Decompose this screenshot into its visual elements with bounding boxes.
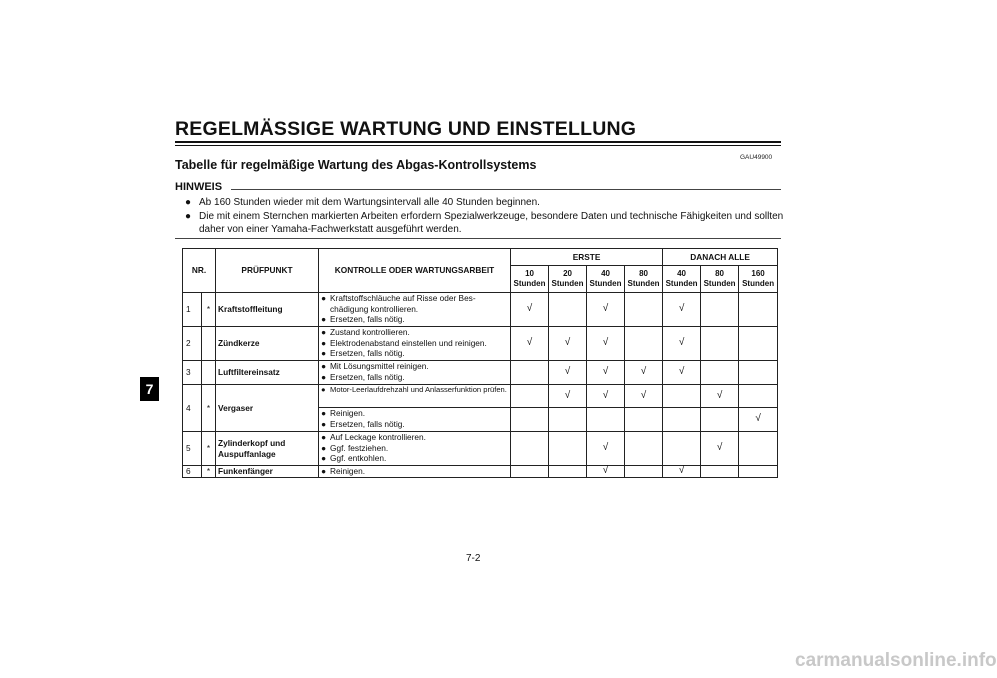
interval-header: [549, 266, 587, 293]
check-mark: √: [587, 361, 625, 385]
work-description: [319, 432, 511, 466]
note-text: Die mit einem Sternchen markierten Arbeiten erfordern Spezialwerkzeuge, besondere Daten und technische Fähigkeiten und sollten daher von einer Yamaha-Fachwerkstatt ausgeführt werden.: [199, 211, 784, 235]
watermark: carmanualsonline.info: [795, 650, 997, 671]
empty-cell: [701, 361, 739, 385]
bullet-icon: ●: [321, 361, 327, 371]
table-header-row: [183, 249, 778, 266]
chapter-tab: 7: [140, 377, 159, 401]
bullet-icon: ●: [321, 453, 327, 463]
interval-unit: Stunden: [627, 279, 660, 288]
empty-cell: [511, 361, 549, 385]
work-text: Kraftstoffschläuche auf Risse oder Bes-chädigung kontrollieren.: [330, 293, 476, 314]
title-rule: [175, 141, 781, 143]
bullet-icon: ●: [185, 197, 192, 208]
check-mark: √: [511, 327, 549, 361]
bullet-icon: ●: [321, 432, 327, 442]
work-description: [319, 466, 511, 478]
work-text: Ersetzen, falls nötig.: [330, 348, 405, 358]
interval-value: 160: [751, 269, 765, 278]
check-mark: √: [663, 361, 701, 385]
empty-cell: [739, 293, 778, 327]
interval-value: 40: [601, 269, 610, 278]
check-mark: √: [701, 432, 739, 466]
check-mark: √: [549, 361, 587, 385]
header-kontrolle: KONTROLLE ODER WARTUNGSARBEIT: [319, 249, 511, 293]
empty-cell: [739, 466, 778, 478]
work-text: Elektrodenabstand einstellen und reinigen.: [330, 337, 487, 348]
bullet-icon: ●: [321, 385, 326, 394]
interval-unit: Stunden: [589, 279, 622, 288]
bullet-icon: ●: [321, 314, 327, 324]
bullet-icon: ●: [321, 371, 327, 382]
interval-header: [625, 266, 663, 293]
header-danach: DANACH ALLE: [663, 249, 778, 266]
interval-value: 40: [677, 269, 687, 278]
empty-cell: [625, 408, 663, 432]
page-number: 7-2: [466, 553, 481, 564]
work-text: Ersetzen, falls nötig.: [330, 371, 405, 382]
interval-value: 80: [639, 269, 648, 278]
interval-value: 10: [525, 269, 534, 278]
bullet-icon: ●: [321, 348, 327, 358]
maintenance-table: [182, 248, 778, 478]
work-description: [319, 293, 511, 327]
check-mark: √: [587, 293, 625, 327]
table-row: [183, 432, 778, 466]
row-number: 5: [183, 432, 202, 466]
header-pruefpunkt: PRÜFPUNKT: [216, 249, 319, 293]
note-rule: [231, 189, 781, 190]
table-row: [183, 466, 778, 478]
check-mark: √: [549, 327, 587, 361]
empty-cell: [587, 408, 625, 432]
work-text: Motor-Leerlaufdrehzahl und Anlasserfunktion prüfen.: [330, 385, 507, 394]
special-tool-marker: *: [202, 432, 216, 466]
interval-value: 80: [715, 269, 725, 278]
check-mark: √: [587, 327, 625, 361]
interval-header: [511, 266, 549, 293]
check-item-name: Funkenfänger: [216, 466, 319, 478]
interval-header: [739, 266, 778, 293]
empty-cell: [701, 408, 739, 432]
work-description: [319, 408, 511, 432]
empty-cell: [549, 432, 587, 466]
empty-cell: [511, 385, 549, 408]
interval-unit: Stunden: [703, 279, 736, 288]
row-number: 3: [183, 361, 202, 385]
work-description: [319, 361, 511, 385]
table-row: [183, 327, 778, 361]
check-mark: √: [587, 432, 625, 466]
empty-cell: [625, 432, 663, 466]
check-item-name: Kraftstoffleitung: [216, 293, 319, 327]
check-item-name: Vergaser: [216, 385, 319, 432]
table-row: [183, 385, 778, 408]
check-item-name: Zündkerze: [216, 327, 319, 361]
bullet-icon: ●: [321, 418, 327, 429]
empty-cell: [701, 293, 739, 327]
note-end-rule: [175, 238, 781, 239]
check-mark: √: [511, 293, 549, 327]
special-tool-marker: [202, 327, 216, 361]
interval-header: [663, 266, 701, 293]
row-number: 6: [183, 466, 202, 478]
check-mark: √: [701, 385, 739, 408]
bullet-icon: ●: [321, 408, 327, 418]
empty-cell: [739, 361, 778, 385]
empty-cell: [663, 385, 701, 408]
title-rule-thin: [175, 145, 781, 146]
empty-cell: [511, 432, 549, 466]
note-heading: HINWEIS: [175, 181, 223, 193]
work-text: Auf Leckage kontrollieren.: [330, 432, 426, 442]
empty-cell: [663, 432, 701, 466]
empty-cell: [625, 293, 663, 327]
bullet-icon: ●: [321, 337, 327, 348]
row-number: 4: [183, 385, 202, 432]
check-mark: √: [663, 466, 701, 478]
interval-unit: Stunden: [742, 279, 775, 288]
empty-cell: [625, 327, 663, 361]
bullet-icon: ●: [321, 327, 327, 337]
interval-unit: Stunden: [551, 279, 584, 288]
empty-cell: [511, 408, 549, 432]
bullet-icon: ●: [321, 466, 327, 476]
work-text: Reinigen.: [330, 408, 366, 418]
work-text: Ersetzen, falls nötig.: [330, 314, 405, 324]
empty-cell: [549, 293, 587, 327]
special-tool-marker: *: [202, 466, 216, 478]
header-nr: NR.: [183, 249, 216, 293]
check-item-name: Zylinderkopf und Auspuffanlage: [216, 432, 319, 466]
empty-cell: [739, 327, 778, 361]
interval-unit: Stunden: [665, 279, 698, 288]
empty-cell: [625, 466, 663, 478]
work-text: Reinigen.: [330, 466, 366, 476]
bullet-icon: ●: [185, 211, 192, 222]
empty-cell: [511, 466, 549, 478]
check-mark: √: [587, 385, 625, 408]
special-tool-marker: *: [202, 385, 216, 432]
empty-cell: [549, 466, 587, 478]
page-title: REGELMÄSSIGE WARTUNG UND EINSTELLUNG: [175, 118, 637, 140]
check-mark: √: [663, 293, 701, 327]
check-mark: √: [625, 385, 663, 408]
check-mark: √: [625, 361, 663, 385]
special-tool-marker: *: [202, 293, 216, 327]
empty-cell: [663, 408, 701, 432]
work-description: [319, 385, 511, 408]
interval-header: [587, 266, 625, 293]
empty-cell: [739, 385, 778, 408]
work-text: Ggf. festziehen.: [330, 442, 389, 453]
empty-cell: [739, 432, 778, 466]
check-mark: √: [739, 408, 778, 432]
bullet-icon: ●: [321, 293, 327, 303]
check-mark: √: [663, 327, 701, 361]
check-mark: √: [587, 466, 625, 478]
work-text: Mit Lösungsmittel reinigen.: [330, 361, 429, 371]
special-tool-marker: [202, 361, 216, 385]
interval-unit: Stunden: [513, 279, 546, 288]
work-description: [319, 327, 511, 361]
header-erste: ERSTE: [511, 249, 663, 266]
table-row: [183, 361, 778, 385]
note-text: Ab 160 Stunden wieder mit dem Wartungsintervall alle 40 Stunden beginnen.: [199, 197, 540, 208]
empty-cell: [701, 466, 739, 478]
section-code: GAU49900: [740, 154, 773, 161]
empty-cell: [701, 327, 739, 361]
interval-header: [701, 266, 739, 293]
check-item-name: Luftfiltereinsatz: [216, 361, 319, 385]
row-number: 2: [183, 327, 202, 361]
work-text: Ersetzen, falls nötig.: [330, 418, 405, 429]
interval-value: 20: [563, 269, 572, 278]
work-text: Zustand kontrollieren.: [330, 327, 410, 337]
check-mark: √: [549, 385, 587, 408]
section-title: Tabelle für regelmäßige Wartung des Abgas-Kontrollsystems: [175, 158, 537, 172]
work-text: Ggf. entkohlen.: [330, 453, 387, 463]
bullet-icon: ●: [321, 442, 327, 453]
empty-cell: [549, 408, 587, 432]
table-row: [183, 293, 778, 327]
row-number: 1: [183, 293, 202, 327]
